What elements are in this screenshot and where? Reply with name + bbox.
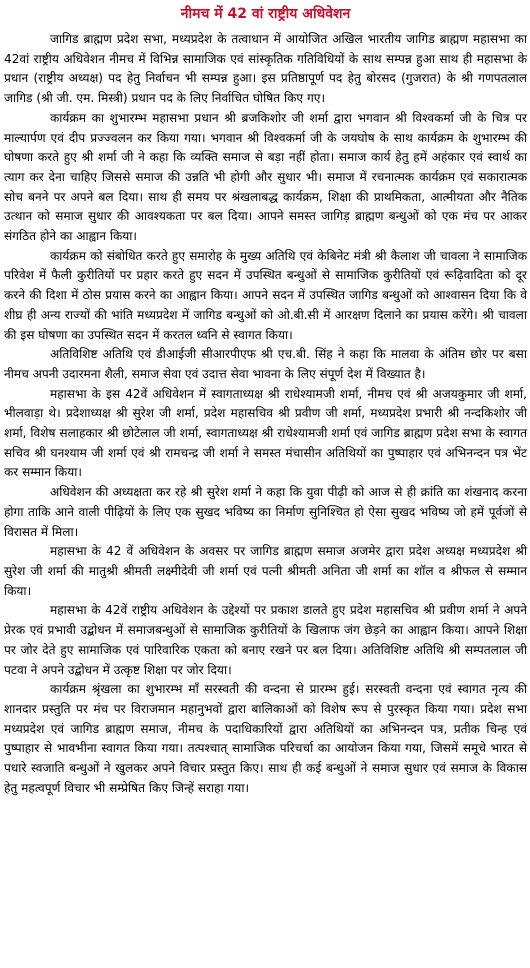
paragraph-special-guest: अतिविशिष्ट अतिथि एवं डीआईजी सीआरपीएफ श्री एच.बी. सिंह ने कहा कि मालवा के अंतिम छोर पर बसा नीमच अपनी उदारमना शैली, समाज सेवा एवं उदात्त सेवा भावना के लिए संपूर्ण देश में विख्यात है। <box>4 347 527 381</box>
paragraph-chief-guest: कार्यक्रम को संबोधित करते हुए समारोह के मुख्य अतिथि एवं केबिनेट मंत्री श्री कैलाश जी चावला ने सामाजिक परिवेश में फैली कुरीतियों पर प्रहार करते हुए सदन में उपस्थित बन्धुओं से सामाजिक कुरीतियों एवं रूढ़िवादिता को दूर करने की दिशा में ठोस प्रयास करने का आह्वान किया। आपने सदन में उपस्थित जागिड बन्धुओं को आश्वासन दिया कि वे शीघ्र ही अन्य राज्यों की भांति मध्यप्रदेश में जागिड बन्धुओं को ओ.बी.सी में आरक्षण दिलाने का प्रयास करेंगे। श्री चावला की इस घोषणा का उपस्थित सदन में करतल ध्वनि से स्वागत किया। <box>4 248 527 342</box>
paragraph-felicitation: महासभा के 42 वें अधिवेशन के अवसर पर जागिड ब्राह्मण समाज अजमेर द्वारा प्रदेश अध्यक्ष मध्यप्रदेश श्री सुरेश जी शर्मा की मातुश्री श्रीमती लक्ष्मीदेवी जी शर्मा एवं पत्नी श्रीमती अनिता जी शर्मा का शॉल व श्रीफल से सम्मान किया। <box>4 544 527 598</box>
title-block <box>4 0 527 30</box>
article-body <box>4 30 527 798</box>
paragraph-intro: जागिड ब्राह्मण प्रदेश सभा, मध्यप्रदेश के तत्वाधान में आयोजित अखिल भारतीय जागिड ब्राह्मण महासभा का 42वां राष्ट्रीय अधिवेशन नीमच में विभिन्न सामाजिक एवं सांस्कृतिक गतिविधियों के साथ सम्पन्न हुआ साथ ही महासभा के प्रधान (राष्ट्रीय अध्यक्ष) पद हेतु निर्वाचन भी सम्पन्न हुआ। इस प्रतिष्ठापूर्ण पद हेतु बोरसद (गुजरात) के श्री गणपतलाल जागिड (श्री जी. एम. मिस्त्री) प्रधान पद के लिए निर्वाचित घोषित किए गए। <box>4 32 527 106</box>
paragraph-programme-series: कार्यक्रम श्रृंखला का शुभारम्भ माँ सरस्वती की वन्दना से प्रारम्भ हुई। सरस्वती वन्दना एवं स्वागत नृत्य की शानदार प्रस्तुति पर मंच पर विराजमान महानुभवों द्वारा बालिकाओं को विशेष रूप से पुरस्कृत किया गया। प्रदेश सभा मध्यप्रदेश एवं जागिड ब्राह्मण समाज, नीमच के पदाधिकारियों द्वारा अतिथियों का अभिनन्दन पत्र, प्रतीक चिन्ह एवं पुष्पाहार से भावभीना स्वागत किया गया। तत्पश्चात् सामाजिक परिचर्चा का आयोजन किया गया, जिसमें समूचे भारत से पधारे स्वजाति बन्धुओं ने खुलकर अपने विचार प्रस्तुत किए। साथ ही कई बन्धुओं ने समाज सुधार एवं समाज के विकास हेतु महत्वपूर्ण विचार भी सम्प्रेषित किए जिन्हें सराहा गया। <box>4 682 527 795</box>
paragraph-objectives: महासभा के 42वें राष्ट्रीय अधिवेशन के उद्देश्यों पर प्रकाश डालते हुए प्रदेश महासचिव श्री प्रवीण शर्मा ने अपने प्रेरक एवं प्रभावी उद्बोधन में समाजबन्धुओं से सामाजिक कुरीतियों के खिलाफ जंग छेड़ने का आह्वान किया। आपने शिक्षा पर जोर देते हुए सामाजिक एवं पारिवारिक एकता को बनाए रखने पर बल दिया। अतिविशिष्ट अतिथि श्री सम्पतलाल जी पटवा ने अपने उद्बोधन में उत्कृष्ट शिक्षा पर जोर दिया। <box>4 603 527 677</box>
paragraph-reception: महासभा के इस 42वें अधिवेशन में स्वागताध्यक्ष श्री राधेश्यामजी शर्मा, नीमच एवं श्री अजयकुमार जी शर्मा, भीलवाड़ा थे। प्रदेशाध्यक्ष श्री सुरेश जी शर्मा, प्रदेश महासचिव श्री प्रवीण जी शर्मा, मध्यप्रदेश प्रभारी श्री नन्दकिशोर जी शर्मा, विशेष सलाहकार श्री छोटेलाल जी शर्मा, स्वागताध्यक्ष श्री राधेश्यामजी शर्मा एवं जागिड ब्राह्मण प्रदेश सभा के स्वागत सचिव श्री घनश्याम जी शर्मा एवं श्री रामचन्द्र जी शर्मा ने समस्त मंचासीन अतिथियों का पुष्पाहार एवं अभिनन्दन पत्र भेंट कर सम्मान किया। <box>4 386 527 480</box>
article-title: नीमच में 42 वां राष्ट्रीय अधिवेशन <box>180 6 351 22</box>
paragraph-presidential-address: अधिवेशन की अध्यक्षता कर रहे श्री सुरेश शर्मा ने कहा कि युवा पीढ़ी को आज से ही क्रांति का शंखनाद करना होगा ताकि आने वाली पीढ़ियों के लिए एक सुखद भविष्य का निर्माण सुनिश्चित हो ऐसा सुखद भविष्य जो हमें पूर्वजों से विरासत में मिला। <box>4 485 527 539</box>
paragraph-inauguration: कार्यक्रम का शुभारम्भ महासभा प्रधान श्री ब्रजकिशोर जी शर्मा द्वारा भगवान श्री विश्वकर्मा जी के चित्र पर माल्यार्पण एवं दीप प्रज्ज्वलन कर किया गया। भगवान श्री विश्वकर्मा जी के जयघोष के साथ कार्यक्रम के शुभारम्भ की घोषणा करते हुए श्री शर्मा जी ने कहा कि व्यक्ति समाज से बड़ा नहीं होता। समाज कार्य हेतु हमें अहंकार एवं स्वार्थ का त्याग कर देना चाहिए जिससे समाज की उन्नति भी होगी और सुधार भी। समाज में रचनात्मक कार्यक्रम एवं सकारात्मक सोच बनने पर अपने बल दिया। साथ ही समय पर श्रंखलाबद्ध कार्यक्रम, शिक्षा की प्राथमिकता, आत्मीयता और नैतिक उत्थान को समाज सुधार की आवश्यकता पर बल दिया। आपने समस्त जागिड़ ब्राह्मण बन्धुओं को एक मंच पर आकर संगठित होने का आह्वान किया। <box>4 110 527 244</box>
